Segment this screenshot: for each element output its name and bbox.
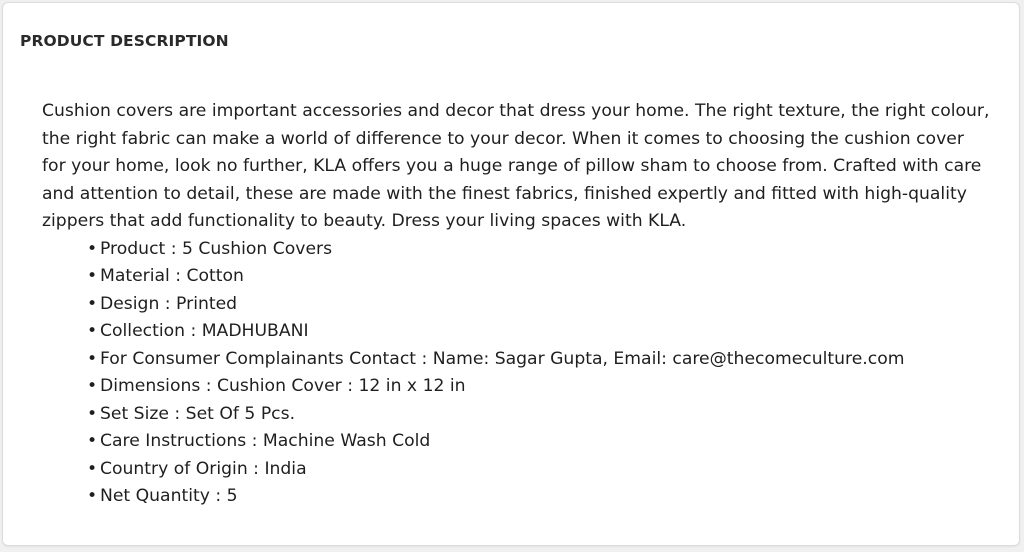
bullet-icon: • <box>87 431 98 451</box>
product-description-card <box>2 2 1020 546</box>
description-paragraph: Cushion covers are important accessories and decor that dress your home. The right texture, the right colour, the right fabric can make a world of difference to your decor. When it comes to choosing the cushion cover for your home, look no further, KLA offers you a huge range of pillow sham to choose from. Crafted with care and attention to detail, these are made with the finest fabrics, finished expertly and fitted with high-quality zippers that add functionality to beauty. Dress your living spaces with KLA. <box>42 101 990 231</box>
spec-text: For Consumer Complainants Contact : Name: Sagar Gupta, Email: care@thecomeculture.com <box>100 348 905 369</box>
spec-item-set-size <box>87 401 992 429</box>
section-title: PRODUCT DESCRIPTION <box>20 32 229 50</box>
spec-item-design <box>87 291 992 319</box>
spec-text: Design : Printed <box>100 293 238 314</box>
spec-item-care-instructions <box>87 428 992 456</box>
spec-item-dimensions <box>87 373 992 401</box>
bullet-icon: • <box>87 293 98 314</box>
spec-item-consumer-contact <box>87 346 992 374</box>
spec-text: Collection : MADHUBANI <box>100 321 309 341</box>
spec-text: Net Quantity : 5 <box>100 486 238 506</box>
bullet-icon: • <box>87 486 98 506</box>
spec-item-product <box>87 236 992 264</box>
spec-list <box>42 236 992 511</box>
bullet-icon: • <box>87 348 98 369</box>
spec-item-country-of-origin <box>87 456 992 484</box>
bullet-icon: • <box>87 266 98 286</box>
bullet-icon: • <box>87 458 98 479</box>
spec-item-net-quantity <box>87 483 992 511</box>
spec-text: Material : Cotton <box>100 266 244 286</box>
bullet-icon: • <box>87 376 98 396</box>
spec-text: Country of Origin : India <box>100 458 307 479</box>
description-body <box>42 98 992 511</box>
spec-text: Set Size : Set Of 5 Pcs. <box>100 403 296 424</box>
spec-item-collection <box>87 318 992 346</box>
spec-text: Product : 5 Cushion Covers <box>100 238 333 259</box>
spec-text: Care Instructions : Machine Wash Cold <box>100 431 431 451</box>
bullet-icon: • <box>87 403 98 424</box>
spec-text: Dimensions : Cushion Cover : 12 in x 12 in <box>100 376 466 396</box>
bullet-icon: • <box>87 238 98 259</box>
spec-item-material <box>87 263 992 291</box>
bullet-icon: • <box>87 321 98 341</box>
